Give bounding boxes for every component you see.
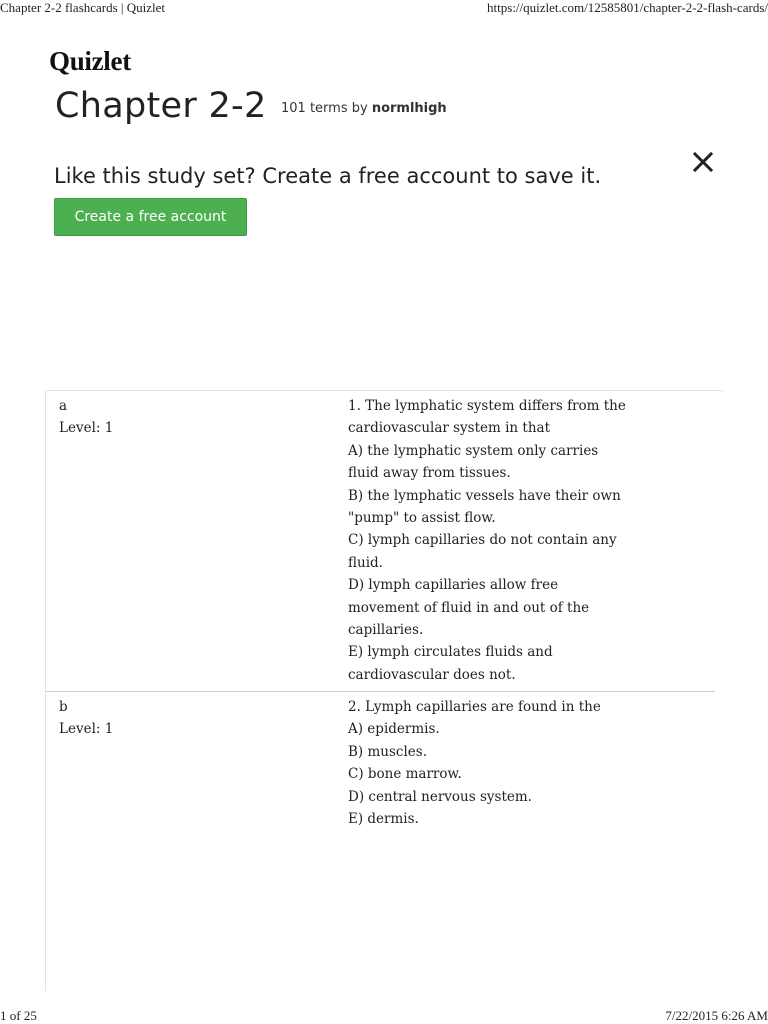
definition-line: D) central nervous system. (348, 788, 532, 805)
definition-line: E) lymph circulates fluids and (348, 644, 553, 661)
card-level: Level: 1 (59, 721, 114, 738)
flashcard-table (45, 390, 724, 991)
close-icon-glyph (690, 149, 716, 175)
print-footer-page: 1 of 25 (0, 1008, 37, 1023)
definition-line: B) muscles. (348, 743, 427, 760)
definition-line: movement of fluid in and out of the (348, 599, 590, 616)
definition-line: 2. Lymph capillaries are found in the (348, 699, 601, 715)
set-meta (281, 101, 447, 116)
card-definition (348, 696, 638, 830)
card-term: b (59, 699, 68, 715)
definition-line: cardiovascular system in that (348, 420, 551, 437)
card-term-column (59, 395, 329, 440)
author-link[interactable]: normlhigh (371, 101, 447, 116)
definition-line: fluid away from tissues. (348, 465, 511, 482)
definition-line: B) the lymphatic vessels have their own (348, 487, 621, 504)
print-header-title: Chapter 2-2 flashcards | Quizlet (0, 0, 166, 15)
set-title: Chapter 2-2 (55, 86, 267, 126)
card-level: Level: 1 (59, 420, 114, 437)
terms-count: 101 terms by (281, 101, 372, 116)
quizlet-logo[interactable]: Quizlet (49, 46, 131, 76)
definition-line: fluid. (348, 554, 383, 571)
card-term: a (59, 398, 68, 414)
table-row (46, 696, 715, 846)
definition-line: 1. The lymphatic system differs from the (348, 398, 626, 414)
definition-line: C) lymph capillaries do not contain any (348, 532, 617, 549)
definition-line: A) the lymphatic system only carries (348, 442, 599, 459)
promo-text: Like this study set? Create a free account to save it. (54, 164, 602, 188)
create-account-button[interactable]: Create a free account (54, 198, 247, 236)
card-term-column (59, 696, 329, 741)
close-icon[interactable] (690, 149, 716, 175)
print-header-url: https://quizlet.com/12585801/chapter-2-2-flash-cards/ (487, 0, 768, 15)
definition-line: D) lymph capillaries allow free (348, 577, 559, 594)
definition-line: "pump" to assist flow. (348, 510, 496, 527)
definition-line: E) dermis. (348, 811, 419, 828)
print-footer-timestamp: 7/22/2015 6:26 AM (665, 1008, 768, 1023)
definition-line: cardiovascular does not. (348, 666, 516, 683)
table-row (46, 395, 715, 692)
card-definition (348, 395, 638, 686)
definition-line: A) epidermis. (348, 721, 440, 738)
definition-line: C) bone marrow. (348, 766, 462, 783)
definition-line: capillaries. (348, 622, 424, 639)
